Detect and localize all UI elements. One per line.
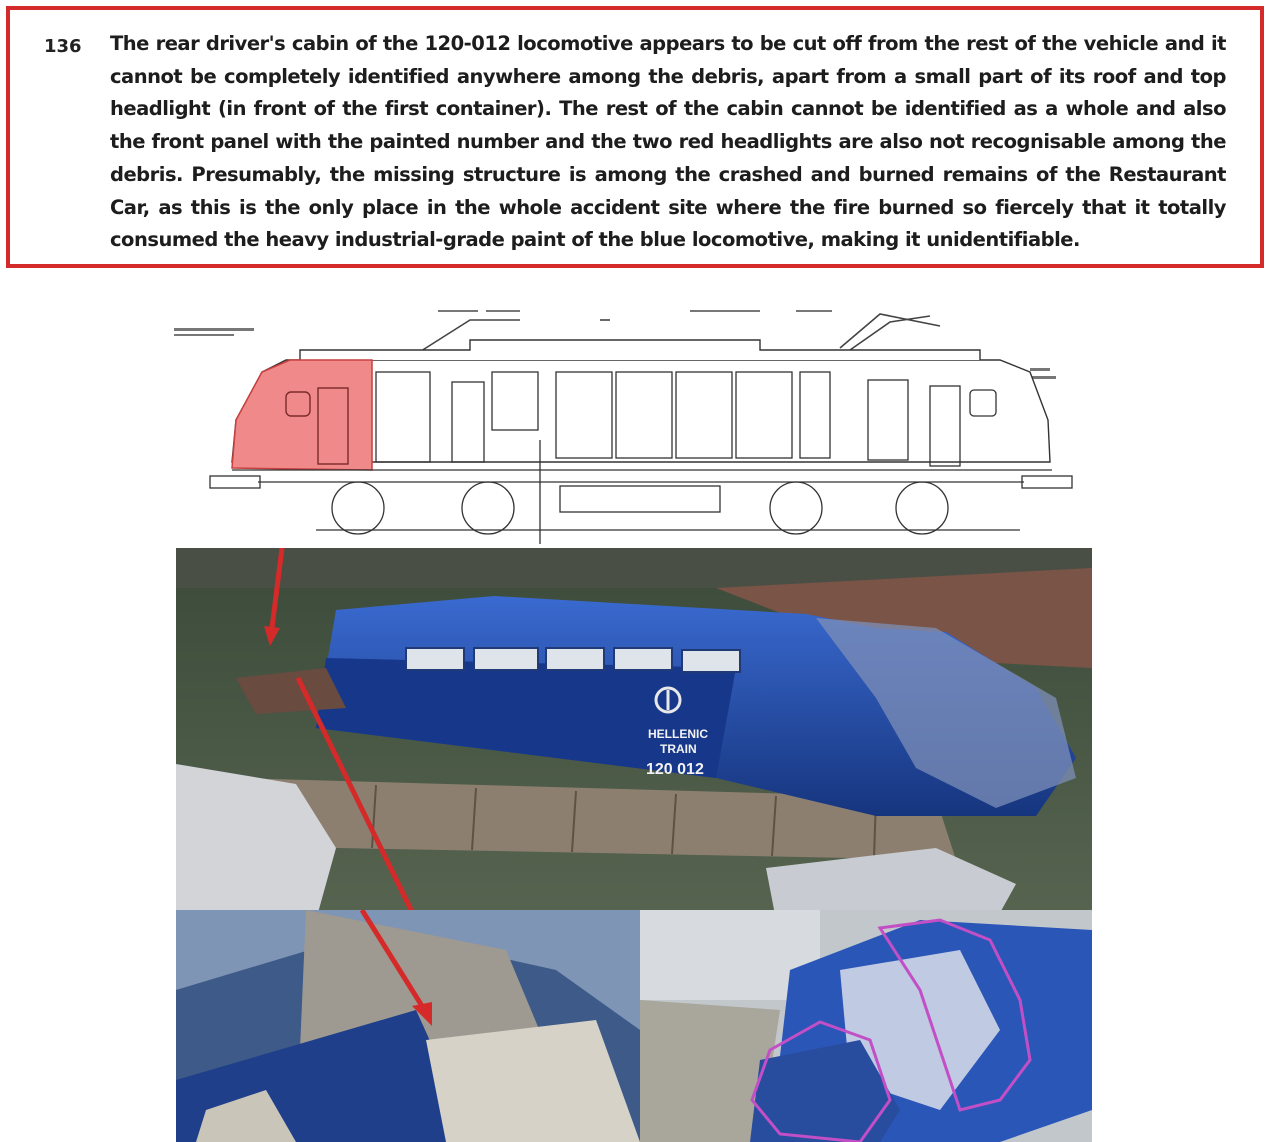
locomotive-number: 120 012 (646, 761, 704, 778)
wreck-photo-main (176, 548, 1092, 920)
locomotive-schematic (0, 280, 1280, 550)
locomotive-logo-line2: TRAIN (660, 742, 697, 756)
figure (0, 280, 1280, 1142)
wreck-photo-bottom-right (640, 910, 1092, 1142)
paragraph-number: 136 (44, 36, 82, 57)
locomotive-logo-line1: HELLENIC (648, 727, 708, 741)
excerpt-frame (6, 6, 1264, 268)
paragraph-text: The rear driver's cabin of the 120-012 locomotive appears to be cut off from the rest of the vehicle and it cannot be completely identified anywhere among the debris, apart from a small part of its roof and top headlight (in front of the first container). The rest of the cabin cannot be identified as a whole and also the front panel with the painted number and the two red headlights are also not recognisable among the debris. Presumably, the missing structure is among the crashed and burned remains of the Restaurant Car, as this is the only place in the whole accident site where the fire burned so fiercely that it totally consumed the heavy industrial-grade paint of the blue locomotive, making it unidentifiable. (110, 32, 1226, 252)
rear-cabin-highlight (232, 360, 372, 470)
wreck-photo-bottom-left (176, 910, 640, 1142)
